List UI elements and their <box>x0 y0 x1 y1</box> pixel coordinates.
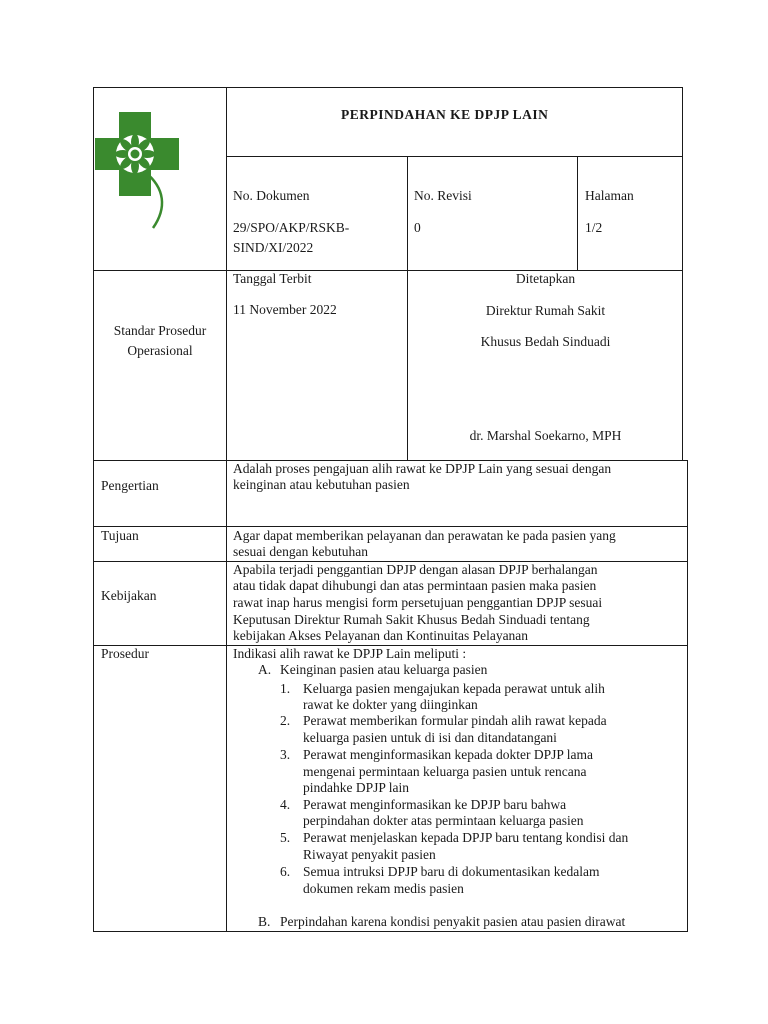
list-item: Semua intruksi DPJP baru di dokumentasikan kedalam <box>303 864 600 879</box>
halaman-value: 1/2 <box>585 220 603 235</box>
list-item-number: 1. <box>280 681 291 696</box>
kebijakan-text: Keputusan Direktur Rumah Sakit Khusus Bedah Sinduadi tentang <box>233 612 590 627</box>
tanggal-terbit-value: 11 November 2022 <box>233 302 337 317</box>
table-border-left <box>93 87 94 932</box>
no-dokumen-label: No. Dokumen <box>233 188 310 203</box>
kebijakan-text: atau tidak dapat dihubungi dan atas permintaan pasien maka pasien <box>233 578 597 593</box>
hospital-logo <box>95 108 185 232</box>
document-type-line: Operasional <box>127 342 193 358</box>
tujuan-text: sesuai dengan kebutuhan <box>233 544 368 559</box>
no-revisi-value: 0 <box>414 220 421 235</box>
document-type <box>94 323 226 359</box>
tujuan-label: Tujuan <box>101 528 139 543</box>
tujuan-text: Agar dapat memberikan pelayanan dan perawatan ke pada pasien yang <box>233 528 616 543</box>
ditetapkan-block <box>408 271 683 351</box>
row-divider <box>226 156 683 157</box>
table-border-top <box>93 87 683 88</box>
list-item: dokumen rekam medis pasien <box>303 881 464 896</box>
tanggal-terbit-label: Tanggal Terbit <box>233 271 312 286</box>
kebijakan-text: kebijakan Akses Pelayanan dan Kontinuitas Pelayanan <box>233 628 529 643</box>
list-item: mengenai permintaan keluarga pasien untuk rencana <box>303 764 587 779</box>
ditetapkan-label: Ditetapkan <box>515 271 576 286</box>
kebijakan-text: Apabila terjadi penggantian DPJP dengan alasan DPJP berhalangan <box>233 562 598 577</box>
list-item: Perawat menginformasikan kepada dokter DPJP lama <box>303 747 594 762</box>
signatory-name: dr. Marshal Soekarno, MPH <box>469 428 622 443</box>
list-item-number: 3. <box>280 747 291 762</box>
no-dokumen-value: 29/SPO/AKP/RSKB- <box>233 220 350 235</box>
list-item-number: 2. <box>280 713 291 728</box>
prosedur-label: Prosedur <box>101 646 149 661</box>
direktur-line: Khusus Bedah Sinduadi <box>480 334 611 349</box>
pengertian-text: keinginan atau kebutuhan pasien <box>233 477 410 492</box>
pengertian-text: Adalah proses pengajuan alih rawat ke DPJP Lain yang sesuai dengan <box>233 461 612 476</box>
list-item: pindahke DPJP lain <box>303 780 409 795</box>
list-item: Perawat menginformasikan ke DPJP baru bahwa <box>303 797 567 812</box>
list-item: Perawat menjelaskan kepada DPJP baru tentang kondisi dan <box>303 830 629 845</box>
list-item: Keluarga pasien mengajukan kepada perawat untuk alih <box>303 681 605 696</box>
list-item-number: 5. <box>280 830 291 845</box>
pengertian-label: Pengertian <box>101 478 159 493</box>
subsection-title: Perpindahan karena kondisi penyakit pasien atau pasien dirawat <box>280 914 626 929</box>
list-item: Perawat memberikan formular pindah alih rawat kepada <box>303 713 607 728</box>
direktur-line: Direktur Rumah Sakit <box>485 302 606 318</box>
document-type-line: Standar Prosedur <box>113 323 207 338</box>
list-marker: A. <box>258 662 272 677</box>
halaman-label: Halaman <box>585 188 634 203</box>
prosedur-intro: Indikasi alih rawat ke DPJP Lain meliputi : <box>233 646 467 661</box>
document-title: PERPINDAHAN KE DPJP LAIN <box>341 107 549 122</box>
column-separator <box>226 87 227 932</box>
list-item: Riwayat penyakit pasien <box>303 847 436 862</box>
list-item: perpindahan dokter atas permintaan keluarga pasien <box>303 813 584 828</box>
list-item-number: 4. <box>280 797 291 812</box>
table-border-bottom <box>93 931 688 932</box>
table-border-right-bottom <box>687 460 688 932</box>
kebijakan-text: rawat inap harus mengisi form persetujuan penggantian DPJP sesuai <box>233 595 603 610</box>
no-revisi-label: No. Revisi <box>414 188 472 203</box>
list-item: rawat ke dokter yang diinginkan <box>303 697 478 712</box>
no-dokumen-value: SIND/XI/2022 <box>233 240 314 255</box>
subsection-title: Keinginan pasien atau keluarga pasien <box>280 662 488 677</box>
row-divider <box>93 526 688 527</box>
list-item: keluarga pasien untuk di isi dan ditandatangani <box>303 730 557 745</box>
column-separator-right <box>577 156 578 270</box>
list-marker: B. <box>258 914 271 929</box>
kebijakan-label: Kebijakan <box>101 588 157 603</box>
list-item-number: 6. <box>280 864 291 879</box>
